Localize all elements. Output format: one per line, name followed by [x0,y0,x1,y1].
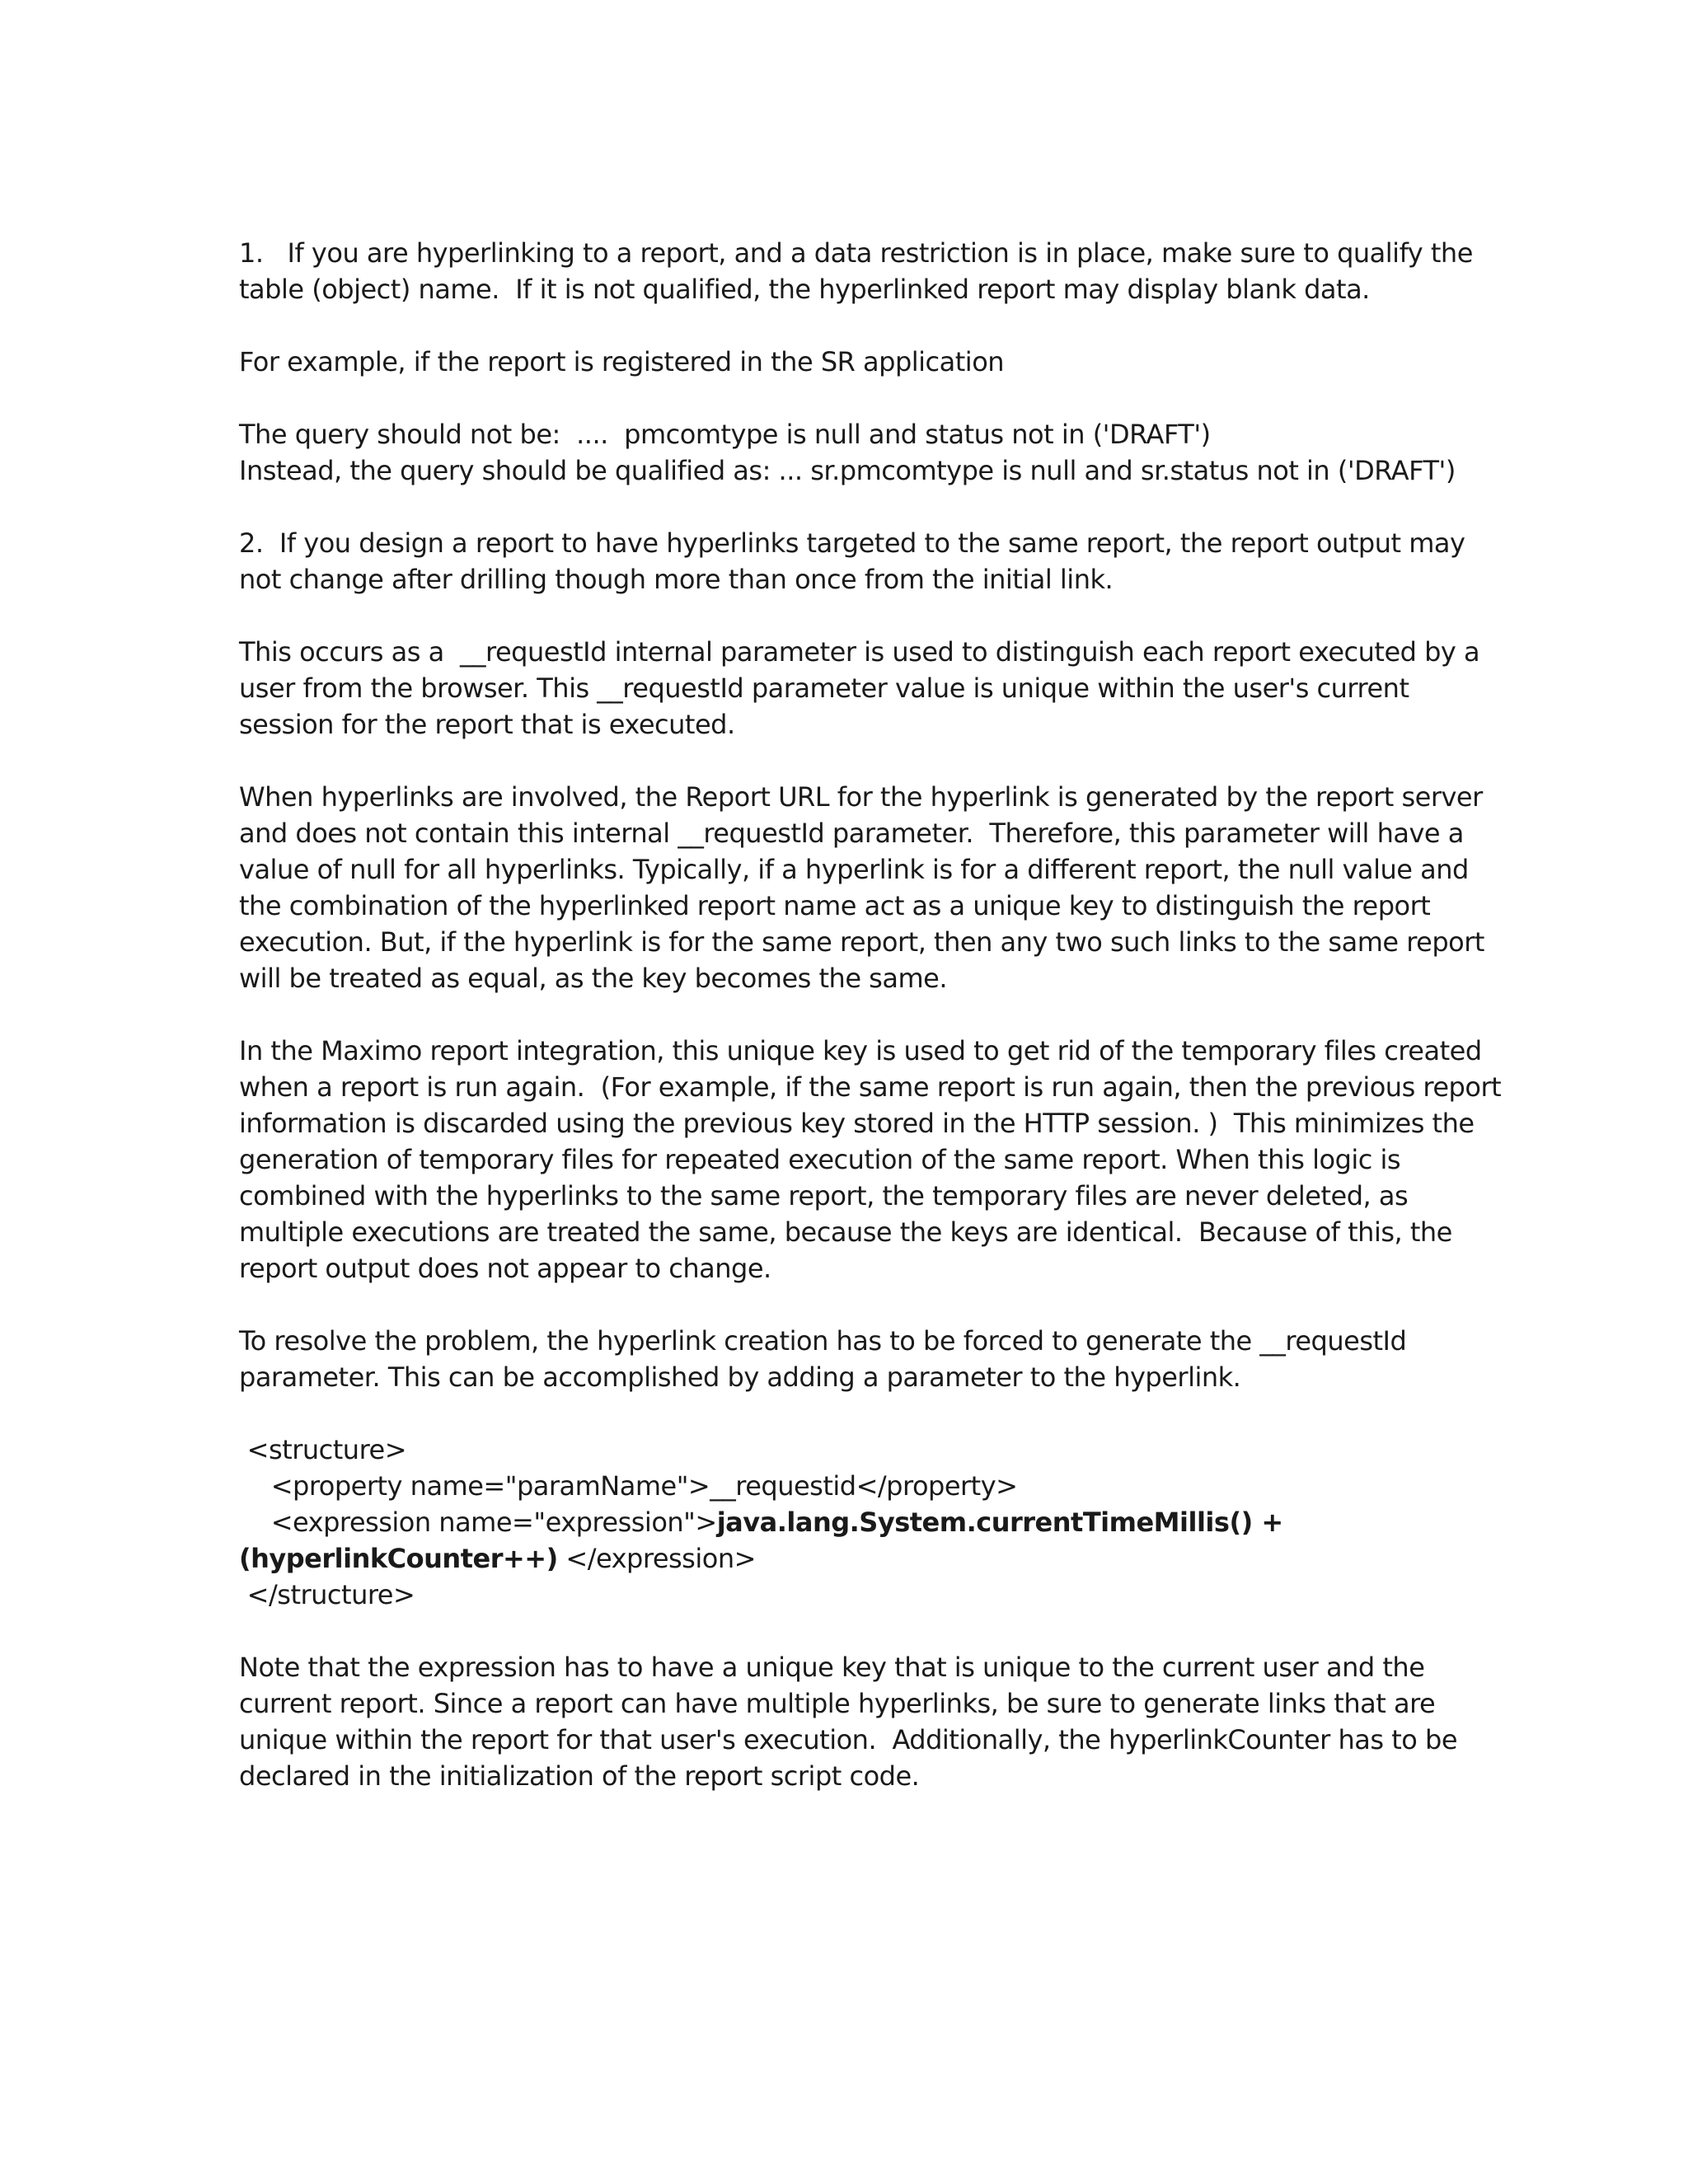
paragraph-1 [239,235,1473,307]
text-line: multiple executions are treated the same, because the keys are identical. Because of this, the [239,1216,1452,1248]
text-line: the combination of the hyperlinked report name act as a unique key to distinguish the report [239,890,1431,921]
code-line [239,1540,1459,1577]
text-line: For example, if the report is registered in the SR application [239,346,1005,377]
text-line: user from the browser. This __requestId parameter value is unique within the user's current [239,673,1409,704]
text-line: execution. But, if the hyperlink is for the same report, then any two such links to the same report [239,926,1484,958]
code-snippet [239,1432,1459,1613]
paragraph-4 [239,525,1465,598]
text-line: value of null for all hyperlinks. Typically, if a hyperlink is for a different report, the null value and [239,854,1469,885]
text-line: When hyperlinks are involved, the Report URL for the hyperlink is generated by the report server [239,781,1483,813]
paragraph-2 [239,344,1459,380]
text-line: when a report is run again. (For example, if the same report is run again, then the previous report [239,1071,1502,1103]
text-line: 2. If you design a report to have hyperlinks targeted to the same report, the report output may [239,527,1465,559]
text-line: To resolve the problem, the hyperlink creation has to be forced to generate the __requestId [239,1325,1407,1357]
code-line [239,1504,1459,1540]
code-text: <expression name="expression"> [239,1507,717,1538]
text-line: Instead, the query should be qualified as: ... sr.pmcomtype is null and sr.status not in ('DRAFT') [239,455,1456,486]
text-line: Note that the expression has to have a unique key that is unique to the current user and the [239,1652,1425,1683]
text-line: information is discarded using the previous key stored in the HTTP session. ) This minimizes the [239,1108,1475,1139]
text-line: 1. If you are hyperlinking to a report, and a data restriction is in place, make sure to qualify the [239,237,1473,269]
text-line: current report. Since a report can have multiple hyperlinks, be sure to generate links that are [239,1688,1436,1719]
text-line: The query should not be: .... pmcomtype is null and status not in ('DRAFT') [239,419,1211,450]
text-line: generation of temporary files for repeated execution of the same report. When this logic is [239,1144,1401,1175]
text-line: report output does not appear to change. [239,1253,771,1284]
text-line: This occurs as a __requestId internal parameter is used to distinguish each report executed by a [239,636,1480,668]
text-line: combined with the hyperlinks to the same report, the temporary files are never deleted, as [239,1180,1409,1212]
document-body [239,235,1502,1830]
code-bold-text: (hyperlinkCounter++) [239,1543,558,1574]
text-line: In the Maximo report integration, this unique key is used to get rid of the temporary files created [239,1035,1482,1066]
paragraph-9 [239,1649,1459,1794]
text-line: will be treated as equal, as the key becomes the same. [239,963,947,994]
paragraph-8 [239,1323,1459,1395]
text-line: declared in the initialization of the report script code. [239,1760,920,1792]
text-line: parameter. This can be accomplished by adding a parameter to the hyperlink. [239,1361,1241,1393]
text-line: unique within the report for that user's execution. Additionally, the hyperlinkCounter has to be [239,1724,1457,1755]
code-line: </structure> [239,1579,415,1610]
code-line: <property name="paramName">__requestid</property> [239,1470,1018,1502]
text-line: and does not contain this internal __requestId parameter. Therefore, this parameter will have a [239,818,1464,849]
text-line: table (object) name. If it is not qualified, the hyperlinked report may display blank data. [239,274,1370,305]
text-line: not change after drilling though more than once from the initial link. [239,564,1114,595]
paragraph-3 [239,416,1459,489]
code-line: <structure> [239,1434,407,1465]
paragraph-6 [239,779,1484,996]
paragraph-7 [239,1033,1502,1286]
paragraph-5 [239,634,1480,743]
code-bold-text: java.lang.System.currentTimeMillis() + [716,1507,1283,1538]
code-text: </expression> [557,1543,756,1574]
text-line: session for the report that is executed. [239,709,735,740]
